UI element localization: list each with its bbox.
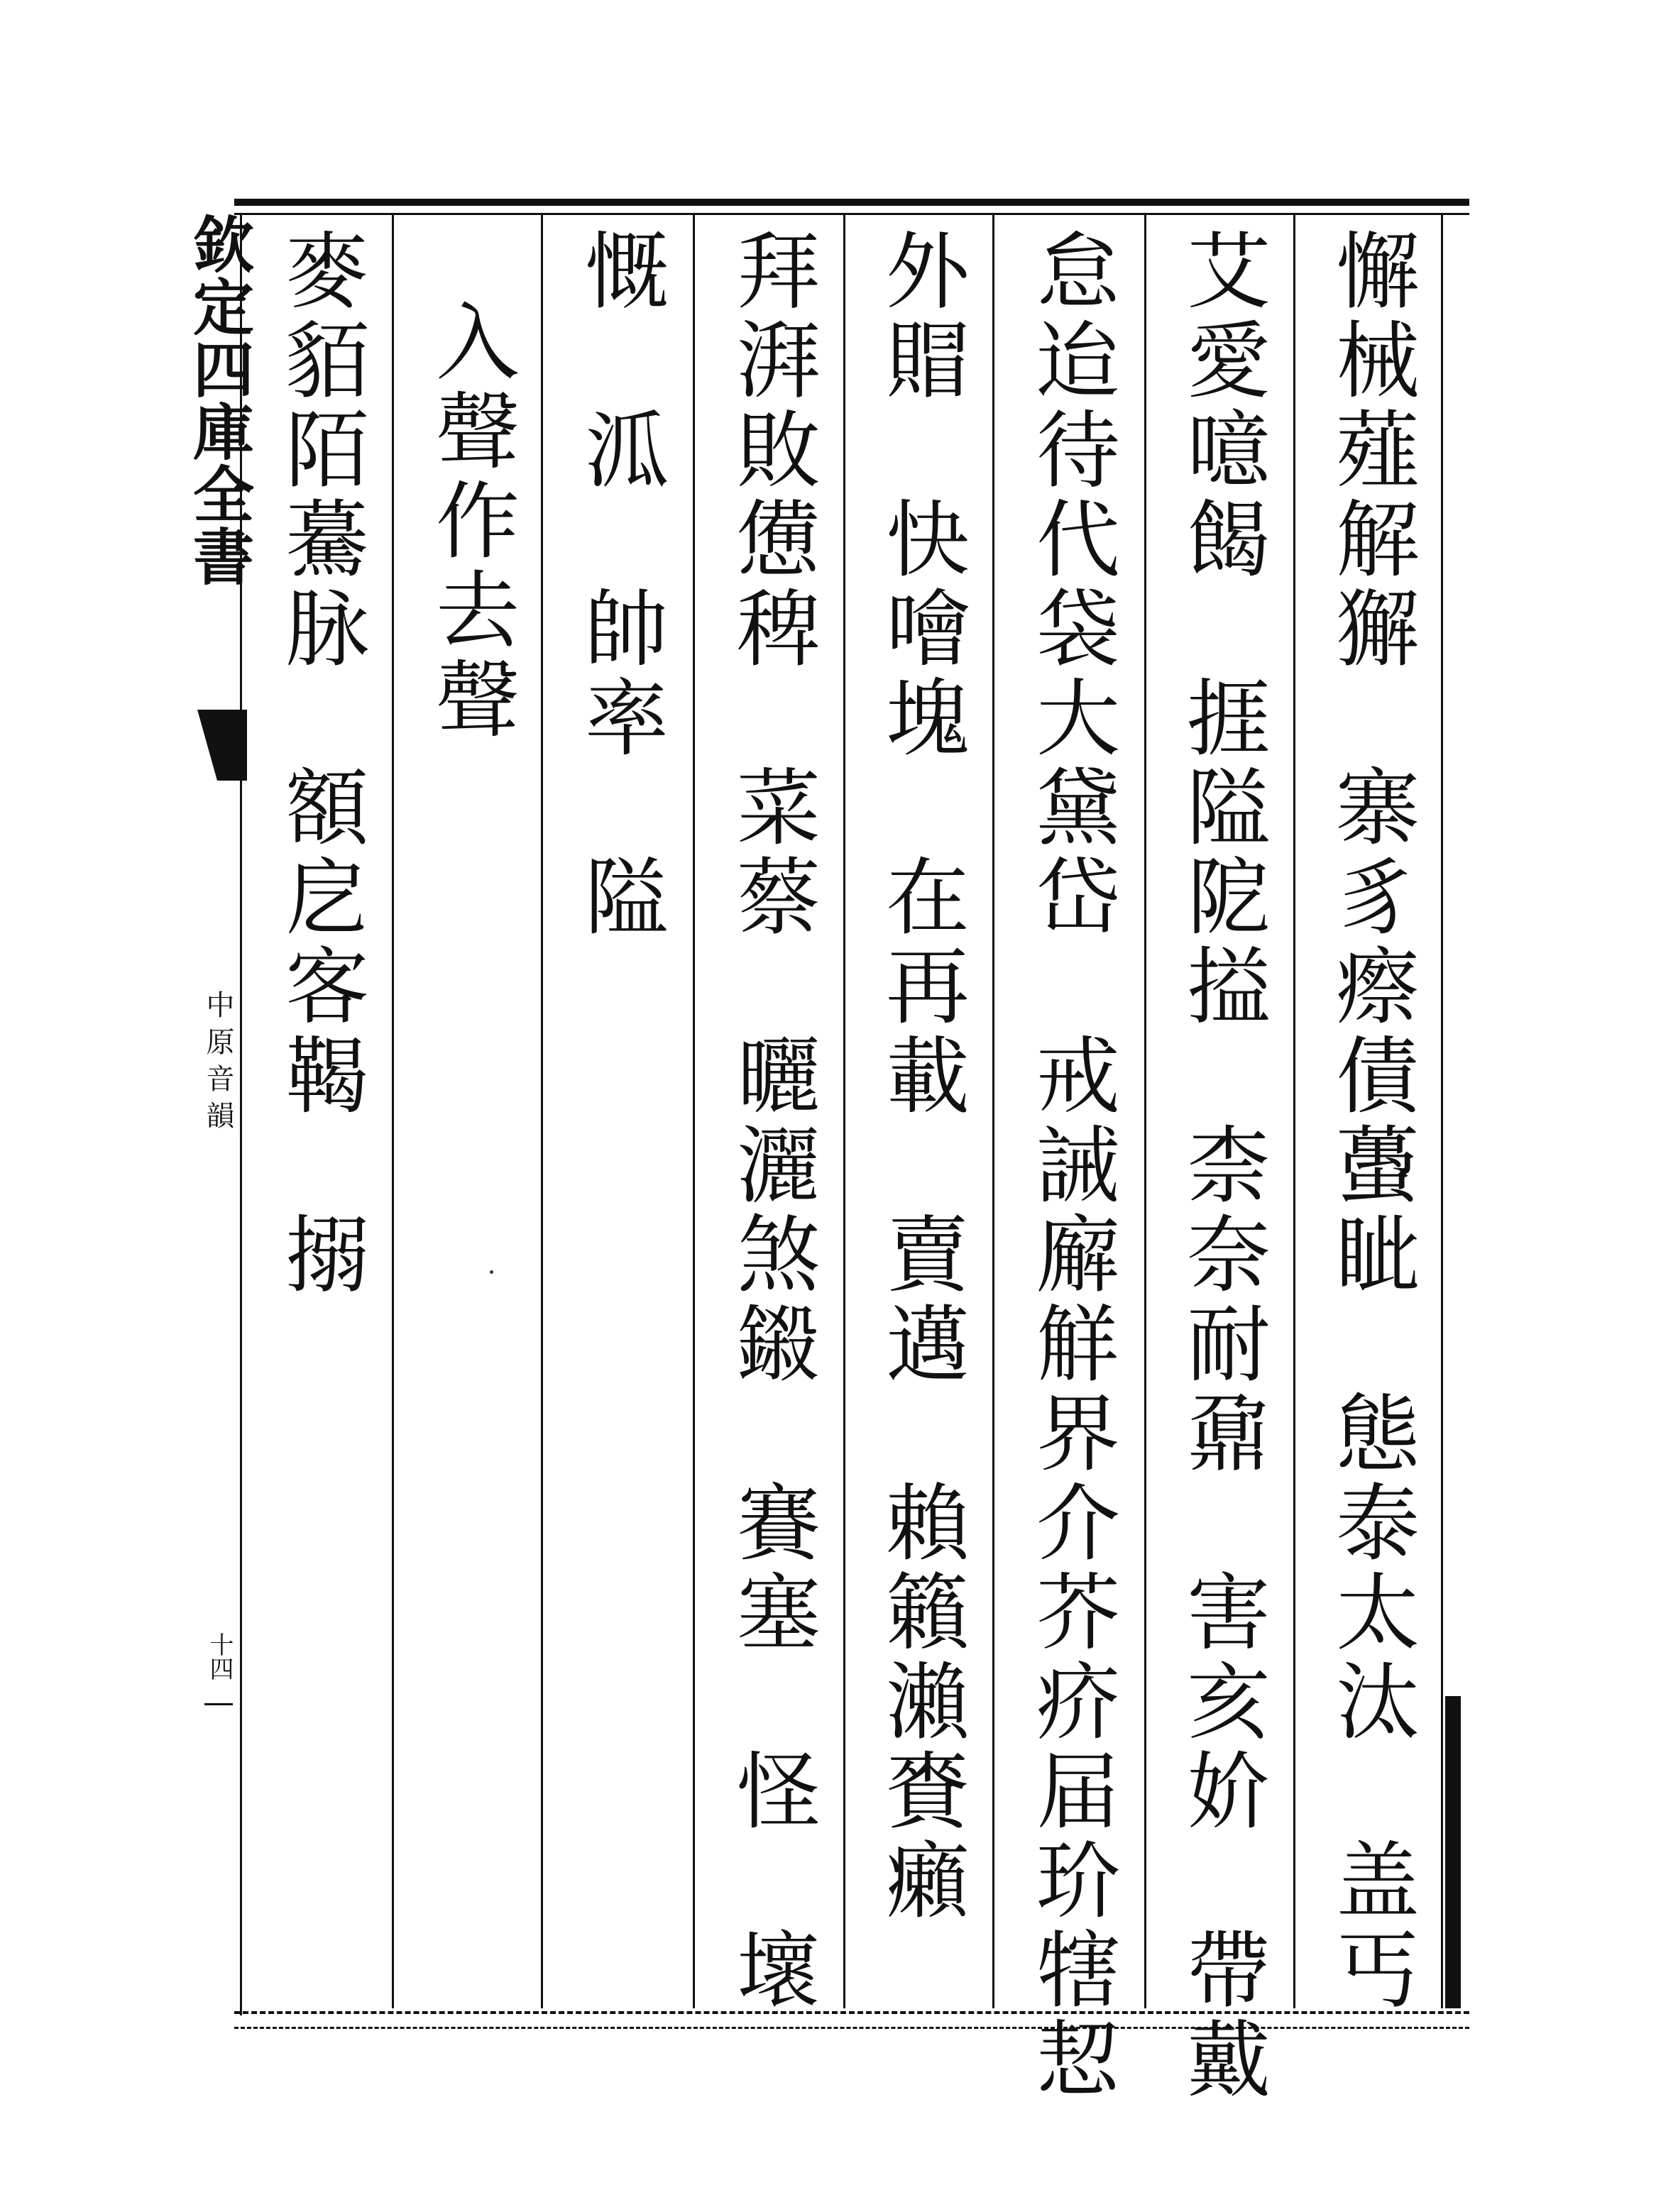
collection-title: 欽定四庫全書 bbox=[182, 213, 254, 588]
text-column-5: 拜湃敗憊稗 菜蔡 曬灑煞鎩 賽塞 怪 壞 bbox=[723, 227, 821, 2015]
text-column-4: 外賵 快噲塊 在再載 賣邁 賴籟瀨賚癩 bbox=[872, 227, 970, 1926]
column-divider bbox=[1144, 213, 1146, 2008]
top-border bbox=[234, 199, 1469, 206]
column-divider bbox=[1441, 213, 1443, 2008]
page-number: 十四 bbox=[205, 1632, 234, 1680]
book-title: 中原音韻 bbox=[202, 990, 234, 1138]
bottom-border bbox=[234, 2011, 1469, 2017]
column-divider bbox=[693, 213, 695, 2008]
column-divider bbox=[843, 213, 845, 2008]
ink-speck bbox=[490, 1270, 493, 1274]
text-column-7-section-heading: 入聲作去聲 bbox=[422, 298, 520, 745]
column-divider bbox=[541, 213, 543, 2008]
text-column-2: 艾愛噫餲 捱隘阸搤 柰奈耐鼐 害亥妎 帶戴 bbox=[1173, 227, 1271, 2105]
right-edge-bar bbox=[1445, 1696, 1461, 2008]
text-column-8: 麥貊陌驀脉 額戹客鞨 搦 bbox=[271, 227, 369, 1300]
text-column-1: 懈械薤解獬 寨豸瘵債蠆眦 態泰太汰 盖丐 bbox=[1322, 227, 1420, 2015]
page-number-rule bbox=[204, 1703, 233, 1705]
text-column-3: 怠迨待代袋大黛岱 戒誡廨觧界介芥疥届玠犗恝 bbox=[1022, 227, 1120, 2105]
top-border-inner bbox=[234, 213, 1469, 215]
bottom-border-inner bbox=[234, 2027, 1469, 2029]
text-column-6: 慨 泒 帥率 隘 bbox=[571, 227, 669, 942]
column-divider bbox=[1293, 213, 1295, 2008]
column-divider bbox=[392, 213, 394, 2008]
column-divider bbox=[992, 213, 994, 2008]
